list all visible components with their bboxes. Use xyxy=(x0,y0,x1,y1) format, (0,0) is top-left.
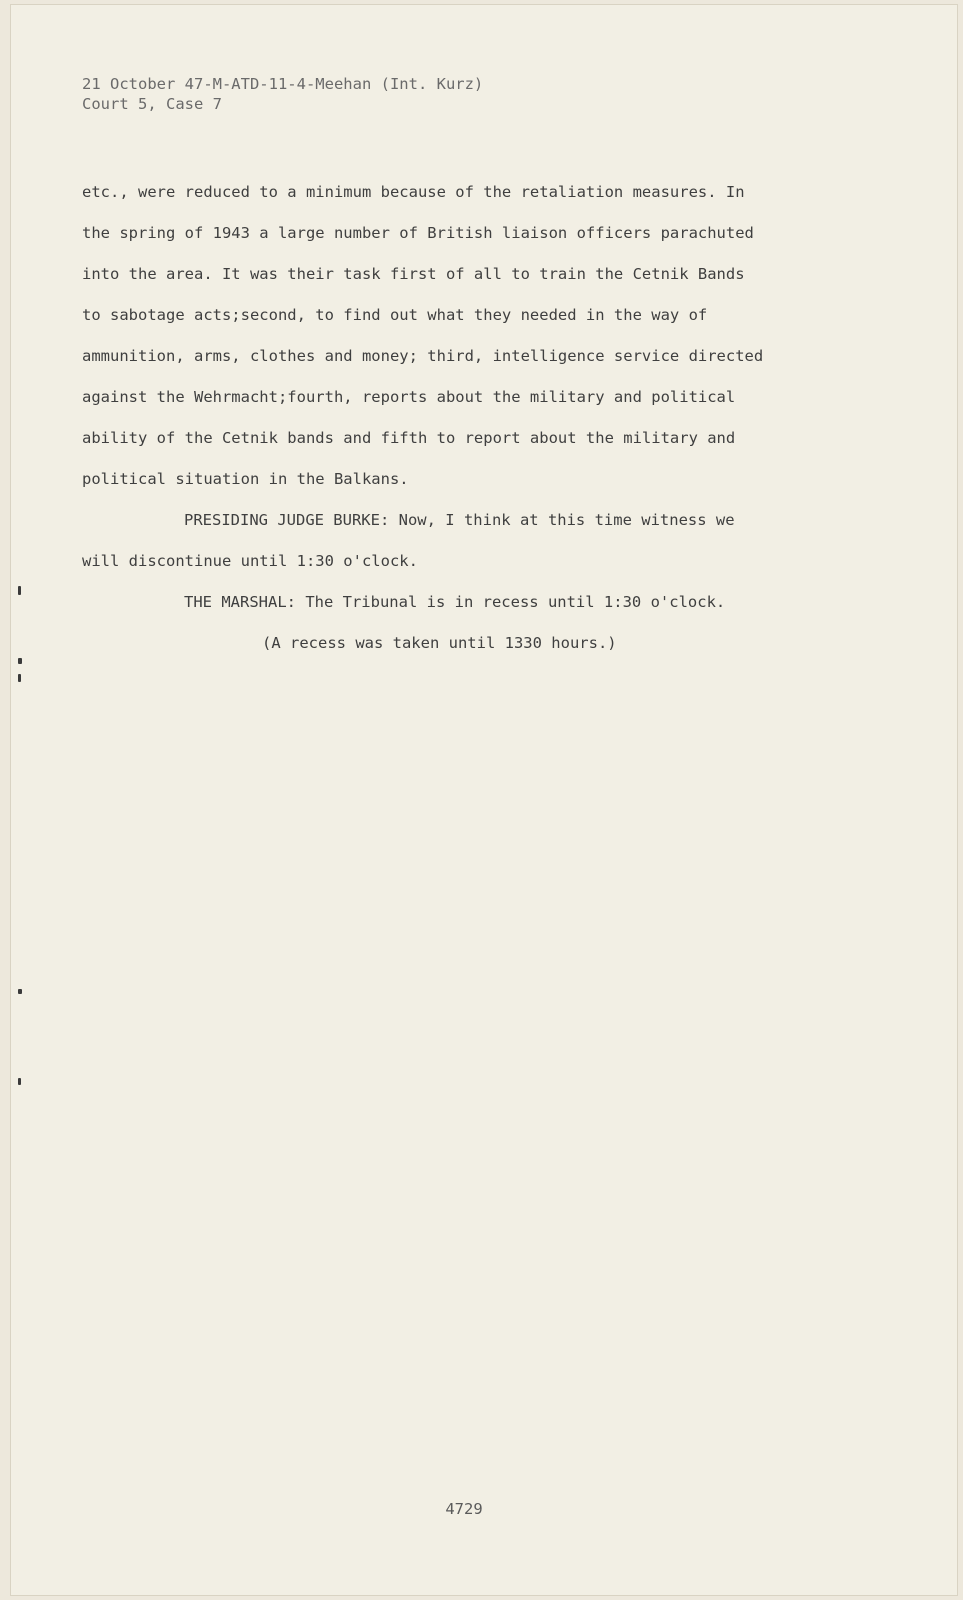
document-page xyxy=(10,4,958,1596)
page-number: 4729 xyxy=(445,1500,483,1518)
margin-marks xyxy=(18,4,32,1596)
margin-mark xyxy=(18,658,22,664)
marshal-statement: THE MARSHAL: The Tribunal is in recess until 1:30 o'clock. xyxy=(184,593,726,611)
margin-mark xyxy=(18,586,21,595)
margin-mark xyxy=(18,989,22,994)
body-line: to sabotage acts;second, to find out what they needed in the way of xyxy=(82,306,708,324)
judge-statement-line-1: PRESIDING JUDGE BURKE: Now, I think at this time witness we xyxy=(184,511,735,529)
recess-note: (A recess was taken until 1330 hours.) xyxy=(262,634,617,652)
body-line: political situation in the Balkans. xyxy=(82,470,409,488)
header-line-1: 21 October 47-M-ATD-11-4-Meehan (Int. Kurz) xyxy=(82,75,484,93)
margin-mark xyxy=(18,1078,21,1085)
header-line-2: Court 5, Case 7 xyxy=(82,95,222,113)
body-line: the spring of 1943 a large number of British liaison officers parachuted xyxy=(82,224,754,242)
body-line: ability of the Cetnik bands and fifth to report about the military and xyxy=(82,429,736,447)
margin-mark xyxy=(18,674,21,682)
body-line: into the area. It was their task first of all to train the Cetnik Bands xyxy=(82,265,745,283)
body-line: against the Wehrmacht;fourth, reports about the military and political xyxy=(82,388,736,406)
document-header xyxy=(82,74,483,114)
judge-statement-line-2: will discontinue until 1:30 o'clock. xyxy=(82,552,418,570)
body-line: etc., were reduced to a minimum because of the retaliation measures. In xyxy=(82,183,745,201)
body-line: ammunition, arms, clothes and money; third, intelligence service directed xyxy=(82,347,764,365)
document-body xyxy=(82,172,942,664)
